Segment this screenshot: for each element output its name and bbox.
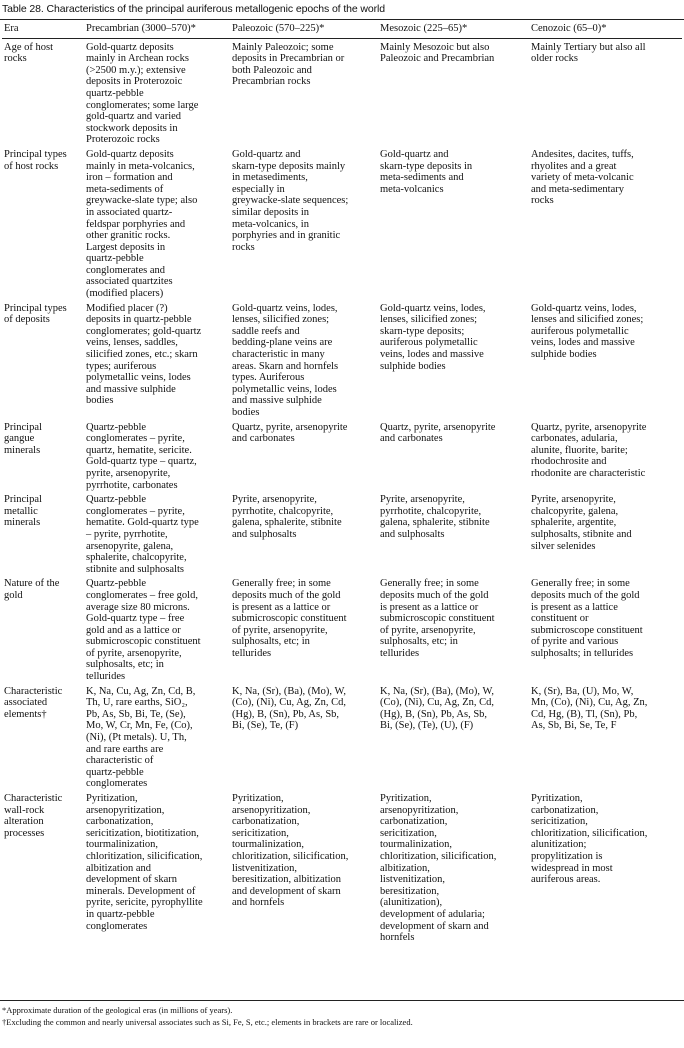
table-cell: Gold-quartz veins, lodes, lenses, silicified zones; skarn-type deposits; auriferous polymetallic veins, lodes and massive sulphide bodies <box>380 302 486 372</box>
table-cell: Gold-quartz veins, lodes, lenses and silicified zones; auriferous polymetallic veins, lodes and massive sulphide bodies <box>531 302 644 361</box>
row-label: Characteristic associated elements† <box>4 685 63 720</box>
table-cell: K, Na, (Sr), (Ba), (Mo), W, (Co), (Ni), Cu, Ag, Zn, Cd, (Hg), B, (Sn), Pb, As, Sb, Bi, (Se), (Te), (U), (F) <box>380 685 495 732</box>
table-cell: Gold-quartz and skarn-type deposits in meta-sediments and meta-volcanics <box>380 148 473 195</box>
table-cell: Pyrite, arsenopyrite, chalcopyrite, galena, sphalerite, argentite, sulphosalts, stibnite and silver selenides <box>531 494 632 552</box>
row-label: Nature of the gold <box>4 578 60 601</box>
table-cell: K, Na, (Sr), (Ba), (Mo), W, (Co), (Ni), Cu, Ag, Zn, Cd, (Hg), B, (Sn), Pb, As, Sb, Bi, (Se), Te, (F) <box>232 685 347 732</box>
table-cell: Quartz-pebble conglomerates – pyrite, quartz, hematite, sericite. Gold-quartz type – quartz, pyrite, arsenopyrite, pyrrhotite, carbonates <box>86 421 197 491</box>
table-cell: K, (Sr), Ba, (U), Mo, W, Mn, (Co), (Ni), Cu, Ag, Zn, Cd, Hg, (B), Tl, (Sn), Pb, As, Sb, Bi, Se, Te, F <box>531 685 648 732</box>
table-cell: Quartz-pebble conglomerates – free gold, average size 80 microns. Gold-quartz type – free gold and as a lattice or submicroscopic constituent of pyrite, arsenopyrite, sulphosalts, etc; in tellurides <box>86 578 201 683</box>
header-row <box>2 22 682 38</box>
table-cell: Pyritization, arsenopyritization, carbonatization, sericitization, tourmalinization, chloritization, silicification, albitization, listvenitization, beresitization, (alunitization), development of adularia; development of skarn and hornfels <box>380 793 497 944</box>
table-cell: Pyrite, arsenopyrite, pyrrhotite, chalcopyrite, galena, sphalerite, stibnite and sulphosalts <box>380 494 490 540</box>
table-row <box>2 146 682 300</box>
table-cell: Andesites, dacites, tuffs, rhyolites and a great variety of meta-volcanic and meta-sedimentary rocks <box>531 148 634 207</box>
table-row <box>2 38 682 146</box>
table-cell: Gold-quartz and skarn-type deposits mainly in metasediments, especially in greywacke-slate sequences; similar deposits in meta-volcanics, in porphyries and in granitic rocks <box>232 148 349 253</box>
table-cell: Generally free; in some deposits much of the gold is present as a lattice or submicroscopic constituent of pyrite, arsenopyrite, sulphosalts, etc; in tellurides <box>380 578 495 659</box>
header-paleozoic: Paleozoic (570–225)* <box>230 22 378 38</box>
row-label: Principal types of deposits <box>4 302 67 326</box>
header-era: Era <box>2 22 84 38</box>
top-rule <box>0 19 684 20</box>
table-cell: Quartz, pyrite, arsenopyrite carbonates, adularia, alunite, fluorite, barite; rhodochrosite and rhodonite are characteristic <box>531 421 647 479</box>
table-row <box>2 683 682 790</box>
table-row <box>2 491 682 575</box>
table-cell: Mainly Tertiary but also all older rocks <box>531 41 646 65</box>
header-cenozoic: Cenozoic (65–0)* <box>529 22 682 38</box>
header-precambrian: Precambrian (3000–570)* <box>84 22 230 38</box>
table-cell: Mainly Paleozoic; some deposits in Precambrian or both Paleozoic and Precambrian rocks <box>232 41 345 88</box>
table-cell: Generally free; in some deposits much of the gold is present as a lattice constituent or submicroscope constituent of pyrite and various sulphosalts; in tellurides <box>531 578 643 659</box>
table-row <box>2 419 682 492</box>
row-label: Age of host rocks <box>4 41 53 65</box>
table-cell: Pyritization, arsenopyritization, carbonatization, sericitization, biotitization, tourmalinization, chloritization, silicification, albitization and development of skarn minerals. Development of pyrite, sericite, pyrophyllite in quartz-pebble conglomerates <box>86 793 203 932</box>
table-cell: Modified placer (?) deposits in quartz-pebble conglomerates; gold-quartz veins, lenses, saddles, silicified zones, etc.; skarn types; auriferous polymetallic veins, lodes and massive sulphide bodies <box>86 302 202 407</box>
header-mesozoic: Mesozoic (225–65)* <box>378 22 529 38</box>
table-cell: Pyritization, carbonatization, sericitization, chloritization, silicification, alunitization; propylitization is widespread in most auriferous areas. <box>531 793 648 886</box>
table-cell: Quartz, pyrite, arsenopyrite and carbonates <box>232 421 348 445</box>
epochs-table <box>2 22 682 944</box>
footnote-elements: †Excluding the common and nearly universal associates such as Si, Fe, S, etc.; elements in brackets are rare or localized. <box>2 1017 413 1027</box>
table-caption: Table 28. Characteristics of the principal auriferous metallogenic epochs of the world <box>2 3 386 15</box>
table-cell: Gold-quartz deposits mainly in Archean rocks (>2500 m.y.); extensive deposits in Proterozoic quartz-pebble conglomerates; some large gold-quartz and varied stockwork deposits in Proterozoic rocks <box>86 41 199 146</box>
row-label: Principal metallic minerals <box>4 494 42 529</box>
row-label: Principal types of host rocks <box>4 148 67 172</box>
table-cell: Gold-quartz deposits mainly in meta-volcanics, iron – formation and meta-sediments of greywacke-slate type; also in associated quartz- feldspar porphyries and other granitic rocks. Largest deposits in quartz-pebble conglomerates and associated quartzites (modified placers) <box>86 148 198 300</box>
table-cell: K, Na, Cu, Ag, Zn, Cd, B, Th, U, rare earths, SiO₂, Pb, As, Sb, Bi, Te, (Se), Mo, W, Cr, Mn, Fe, (Co), (Ni), (Pt metals). U, Th, and rare earths are characteristic of quartz-pebble conglomerates <box>86 685 196 790</box>
table-row <box>2 300 682 419</box>
row-label: Principal gangue minerals <box>4 421 42 456</box>
table-cell: Pyrite, arsenopyrite, pyrrhotite, chalcopyrite, galena, sphalerite, stibnite and sulphosalts <box>232 494 342 540</box>
table-cell: Pyritization, arsenopyritization, carbonatization, sericitization, tourmalinization, chloritization, silicification, listvenitization, beresitization, albitization and development of skarn and hornfels <box>232 793 349 909</box>
footnote-duration: *Approximate duration of the geological eras (in millions of years). <box>2 1005 233 1015</box>
table-cell: Mainly Mesozoic but also Paleozoic and Precambrian <box>380 41 495 65</box>
table-cell: Quartz, pyrite, arsenopyrite and carbonates <box>380 421 496 445</box>
row-label: Characteristic wall-rock alteration processes <box>4 793 63 839</box>
bottom-rule <box>0 1000 684 1001</box>
table-row <box>2 790 682 944</box>
table-cell: Quartz-pebble conglomerates – pyrite, hematite. Gold-quartz type – pyrite, pyrrhotite, arsenopyrite, galena, sphalerite, chalcopyrite, stibnite and sulphosalts <box>86 494 199 575</box>
table-row <box>2 575 682 682</box>
table-cell: Gold-quartz veins, lodes, lenses, silicified zones; saddle reefs and bedding-plane veins are characteristic in many areas. Skarn and hornfels types. Auriferous polymetallic veins, lodes and massive sulphide bodies <box>232 302 339 418</box>
table-cell: Generally free; in some deposits much of the gold is present as a lattice or submicroscopic constituent of pyrite, arsenopyrite, sulphosalts, etc; in tellurides <box>232 578 347 659</box>
